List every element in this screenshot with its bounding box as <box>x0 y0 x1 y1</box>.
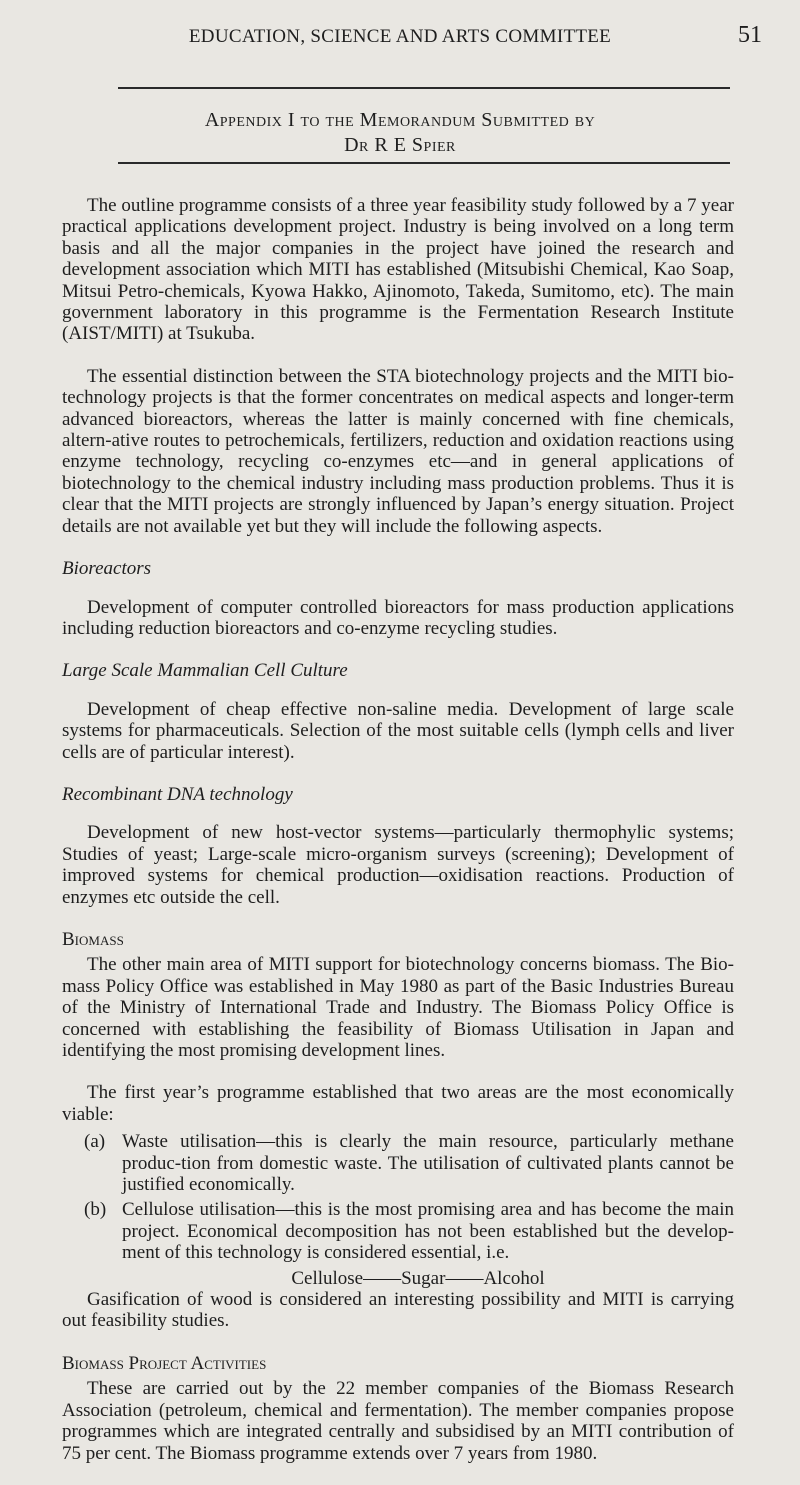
section-heading-activities: Biomass Project Activities <box>62 1352 267 1374</box>
running-title: EDUCATION, SCIENCE AND ARTS COMMITTEE <box>188 26 612 47</box>
paragraph-dna: Development of new host-vector systems—particularly thermophylic systems; Studies of yeast; Large-scale micro-organism surveys (screening); Development of improved systems for chemical production—oxidisation reactions. Production of enzymes etc outside the cell. <box>62 822 734 908</box>
list-marker: (b) <box>84 1199 107 1221</box>
appendix-title: Appendix I to the Memorandum Submitted by <box>204 109 596 131</box>
paragraph-bioreactors: Development of computer controlled bioreactors for mass production applications including reduction bioreactors and co-enzyme recycling studies. <box>62 596 734 639</box>
paragraph-outline: The outline programme consists of a three year feasibility study followed by a 7 year practical applications development project. Industry is being involved on a long term basis and all the major companies in the project have joined the research and development association which MITI has established (Mitsubishi Chemical, Kao Soap, Mitsui Petro-chemicals, Kyowa Hakko, Ajinomoto, Takeda, Sumitomo, etc). The main government laboratory in this programme is the Fermentation Research Institute (AIST/MITI) at Tsukuba. <box>62 195 734 345</box>
formula-text: Cellulose——Sugar——Alcohol <box>291 1267 545 1289</box>
paragraph-activities: These are carried out by the 22 member companies of the Biomass Research Association (petroleum, chemical and fermentation). The member companies propose programmes which are integrated centrally and subsidised by an MITI contribution of 75 per cent. The Biomass programme extends over 7 years from 1980. <box>62 1378 734 1464</box>
top-rule <box>118 87 730 89</box>
list-item <box>62 1131 734 1195</box>
list-text: Waste utilisation—this is clearly the main resource, particularly methane produc-tion from domestic waste. The utilisation of cultivated plants cannot be justified economically. <box>122 1131 734 1196</box>
document-body <box>62 195 734 1485</box>
paragraph-biomass: The other main area of MITI support for biotechnology concerns biomass. The Bio-mass Policy Office was established in May 1980 as part of the Basic Industries Bureau of the Ministry of International Trade and Industry. The Biomass Policy Office is concerned with establishing the feasibility of Biomass Utilisation in Japan and identifying the most promising development lines. <box>62 954 734 1061</box>
page-number: 51 <box>738 22 762 48</box>
list-marker: (a) <box>84 1131 106 1153</box>
section-heading-mammalian: Large Scale Mammalian Cell Culture <box>62 660 348 682</box>
section-heading-bioreactors: Bioreactors <box>62 558 152 580</box>
section-heading-dna: Recombinant DNA technology <box>62 783 293 805</box>
conversion-formula <box>62 1268 734 1289</box>
biomass-list <box>62 1131 734 1263</box>
running-head <box>0 14 800 54</box>
paragraph-gasification: Gasification of wood is considered an interesting possibility and MITI is carrying out feasibility studies. <box>62 1289 734 1332</box>
appendix-heading <box>0 108 800 158</box>
list-item <box>62 1199 734 1263</box>
list-text: Cellulose utilisation—this is the most promising area and has become the main project. Economical decomposition has not been established but the develop-ment of this technology is considered essential, i.e. <box>122 1199 734 1264</box>
paragraph-mammalian: Development of cheap effective non-saline media. Development of large scale systems for pharmaceuticals. Selection of the most suitable cells (lymph cells and liver cells are of particular interest). <box>62 698 734 763</box>
section-heading-biomass: Biomass <box>62 928 124 950</box>
appendix-author: Dr R E Spier <box>344 134 456 156</box>
paragraph-first-year: The first year’s programme established that two areas are the most economically viable: <box>62 1082 734 1125</box>
bottom-rule <box>118 162 730 164</box>
paragraph-distinction: The essential distinction between the STA biotechnology projects and the MITI bio-technology projects is that the former concentrates on medical aspects and longer-term advanced bioreactors, whereas the latter is mainly concerned with fine chemicals, altern-ative routes to petrochemicals, fertilizers, reduction and oxidation reactions using enzyme technology, recycling co-enzymes etc—and in general applications of biotechnology to the chemical industry including mass production problems. Thus it is clear that the MITI projects are strongly influenced by Japan’s energy situation. Project details are not available yet but they will include the following aspects. <box>62 365 734 537</box>
